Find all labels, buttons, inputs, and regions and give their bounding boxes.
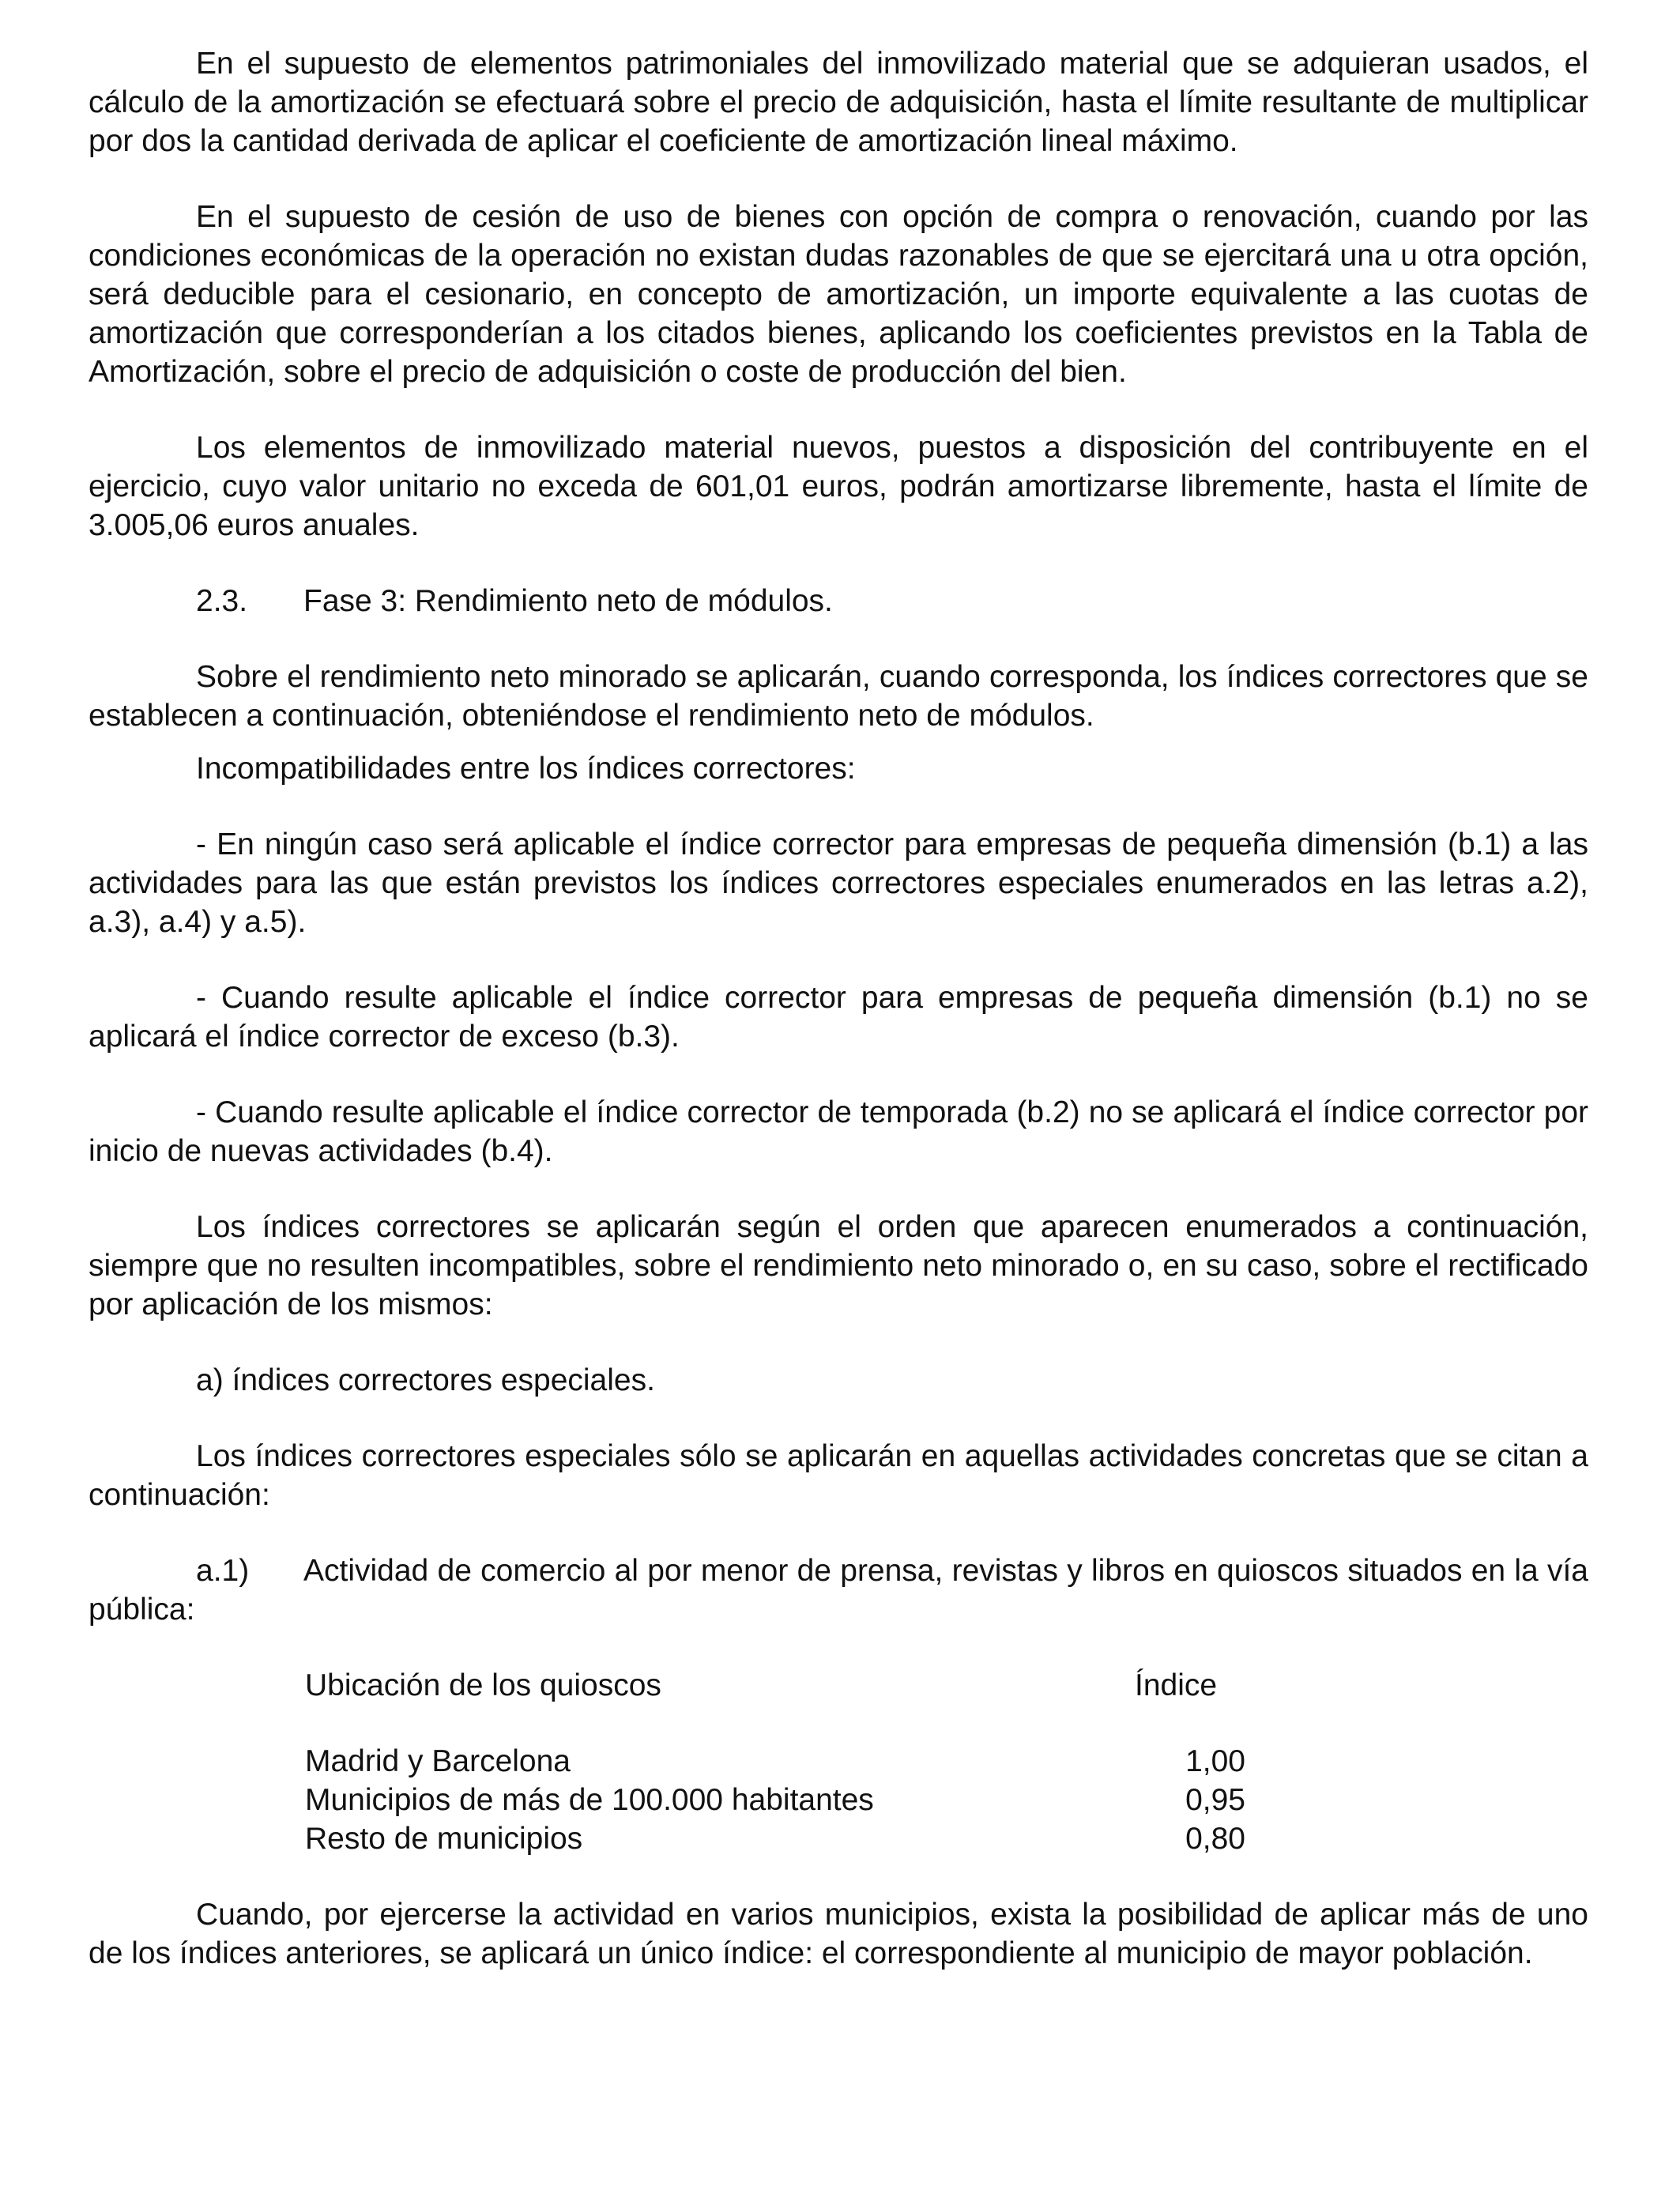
table-cell-index: 0,95 (1185, 1783, 1245, 1817)
table-header-location: Ubicación de los quioscos (305, 1668, 661, 1702)
table-header-index: Índice (1135, 1668, 1218, 1702)
paragraph-special-indices-scope: Los índices correctores especiales sólo se aplicarán en aquellas actividades concretas que se citan a continuación: (89, 1439, 1588, 1512)
table-row (305, 1781, 1588, 1819)
paragraph-incompatibilities-title: Incompatibilidades entre los índices correctores: (196, 752, 856, 786)
paragraph-special-indices-label: a) índices correctores especiales. (196, 1363, 655, 1397)
document-page (89, 44, 1588, 1973)
paragraph-application-order: Los índices correctores se aplicarán según el orden que aparecen enumerados a continuación, siempre que no resulten incompatibles, sobre el rendimiento neto minorado o, en su caso, sobre el rectificado por aplicación de los mismos: (89, 1210, 1588, 1321)
table-cell-index: 1,00 (1185, 1744, 1245, 1778)
paragraph-used-assets: En el supuesto de elementos patrimoniales del inmovilizado material que se adquieran usados, el cálculo de la amortización se efectuará sobre el precio de adquisición, hasta el límite resultante de multiplicar por dos la cantidad derivada de aplicar el coeficiente de amortización lineal máximo. (89, 47, 1588, 158)
subsection-text: Actividad de comercio al por menor de prensa, revistas y libros en quioscos situados en la vía pública: (89, 1554, 1588, 1627)
table-cell-location: Madrid y Barcelona (305, 1744, 571, 1778)
table-cell-index: 0,80 (1185, 1822, 1245, 1856)
paragraph-incompatibility-2: - Cuando resulte aplicable el índice corrector para empresas de pequeña dimensión (b.1) no se aplicará el índice corrector de exceso (b.3). (89, 981, 1588, 1054)
table-cell-location: Municipios de más de 100.000 habitantes (305, 1783, 874, 1817)
table-row (305, 1819, 1588, 1858)
paragraph-assignment-of-use: En el supuesto de cesión de uso de bienes con opción de compra o renovación, cuando por las condiciones económicas de la operación no existan dudas razonables de que se ejercitará una u otra opción, será deducible para el cesionario, en concepto de amortización, un importe equivalente a las cuotas de amortización que corresponderían a los citados bienes, aplicando los coeficientes previstos en la Tabla de Amortización, sobre el precio de adquisición o coste de producción del bien. (89, 200, 1588, 389)
table-spacer (305, 1705, 1588, 1742)
table-row (305, 1742, 1588, 1781)
subsection-number: a.1) (196, 1554, 250, 1588)
section-title: Fase 3: Rendimiento neto de módulos. (303, 584, 833, 618)
section-number: 2.3. (196, 584, 248, 618)
paragraph-incompatibility-1: - En ningún caso será aplicable el índice corrector para empresas de pequeña dimensión (b.1) a las actividades para las que están previstos los índices correctores especiales enumerados en las letras a.2), a.3), a.4) y a.5). (89, 827, 1588, 939)
paragraph-multiple-municipalities: Cuando, por ejercerse la actividad en varios municipios, exista la posibilidad de aplicar más de uno de los índices anteriores, se aplicará un único índice: el correspondiente al municipio de mayor población. (89, 1898, 1588, 1970)
kiosk-index-table (89, 1666, 1588, 1858)
subsection-a1 (89, 1551, 1588, 1629)
paragraph-correction-indices-intro: Sobre el rendimiento neto minorado se aplicarán, cuando corresponda, los índices correctores que se establecen a continuación, obteniéndose el rendimiento neto de módulos. (89, 660, 1588, 733)
paragraph-incompatibility-3: - Cuando resulte aplicable el índice corrector de temporada (b.2) no se aplicará el índice corrector por inicio de nuevas actividades (b.4). (89, 1095, 1588, 1168)
table-cell-location: Resto de municipios (305, 1822, 583, 1856)
paragraph-free-amortization: Los elementos de inmovilizado material nuevos, puestos a disposición del contribuyente en el ejercicio, cuyo valor unitario no exceda de 601,01 euros, podrán amortizarse libremente, hasta el límite de 3.005,06 euros anuales. (89, 431, 1588, 542)
section-heading (89, 582, 1588, 620)
table-header-row (305, 1666, 1588, 1705)
